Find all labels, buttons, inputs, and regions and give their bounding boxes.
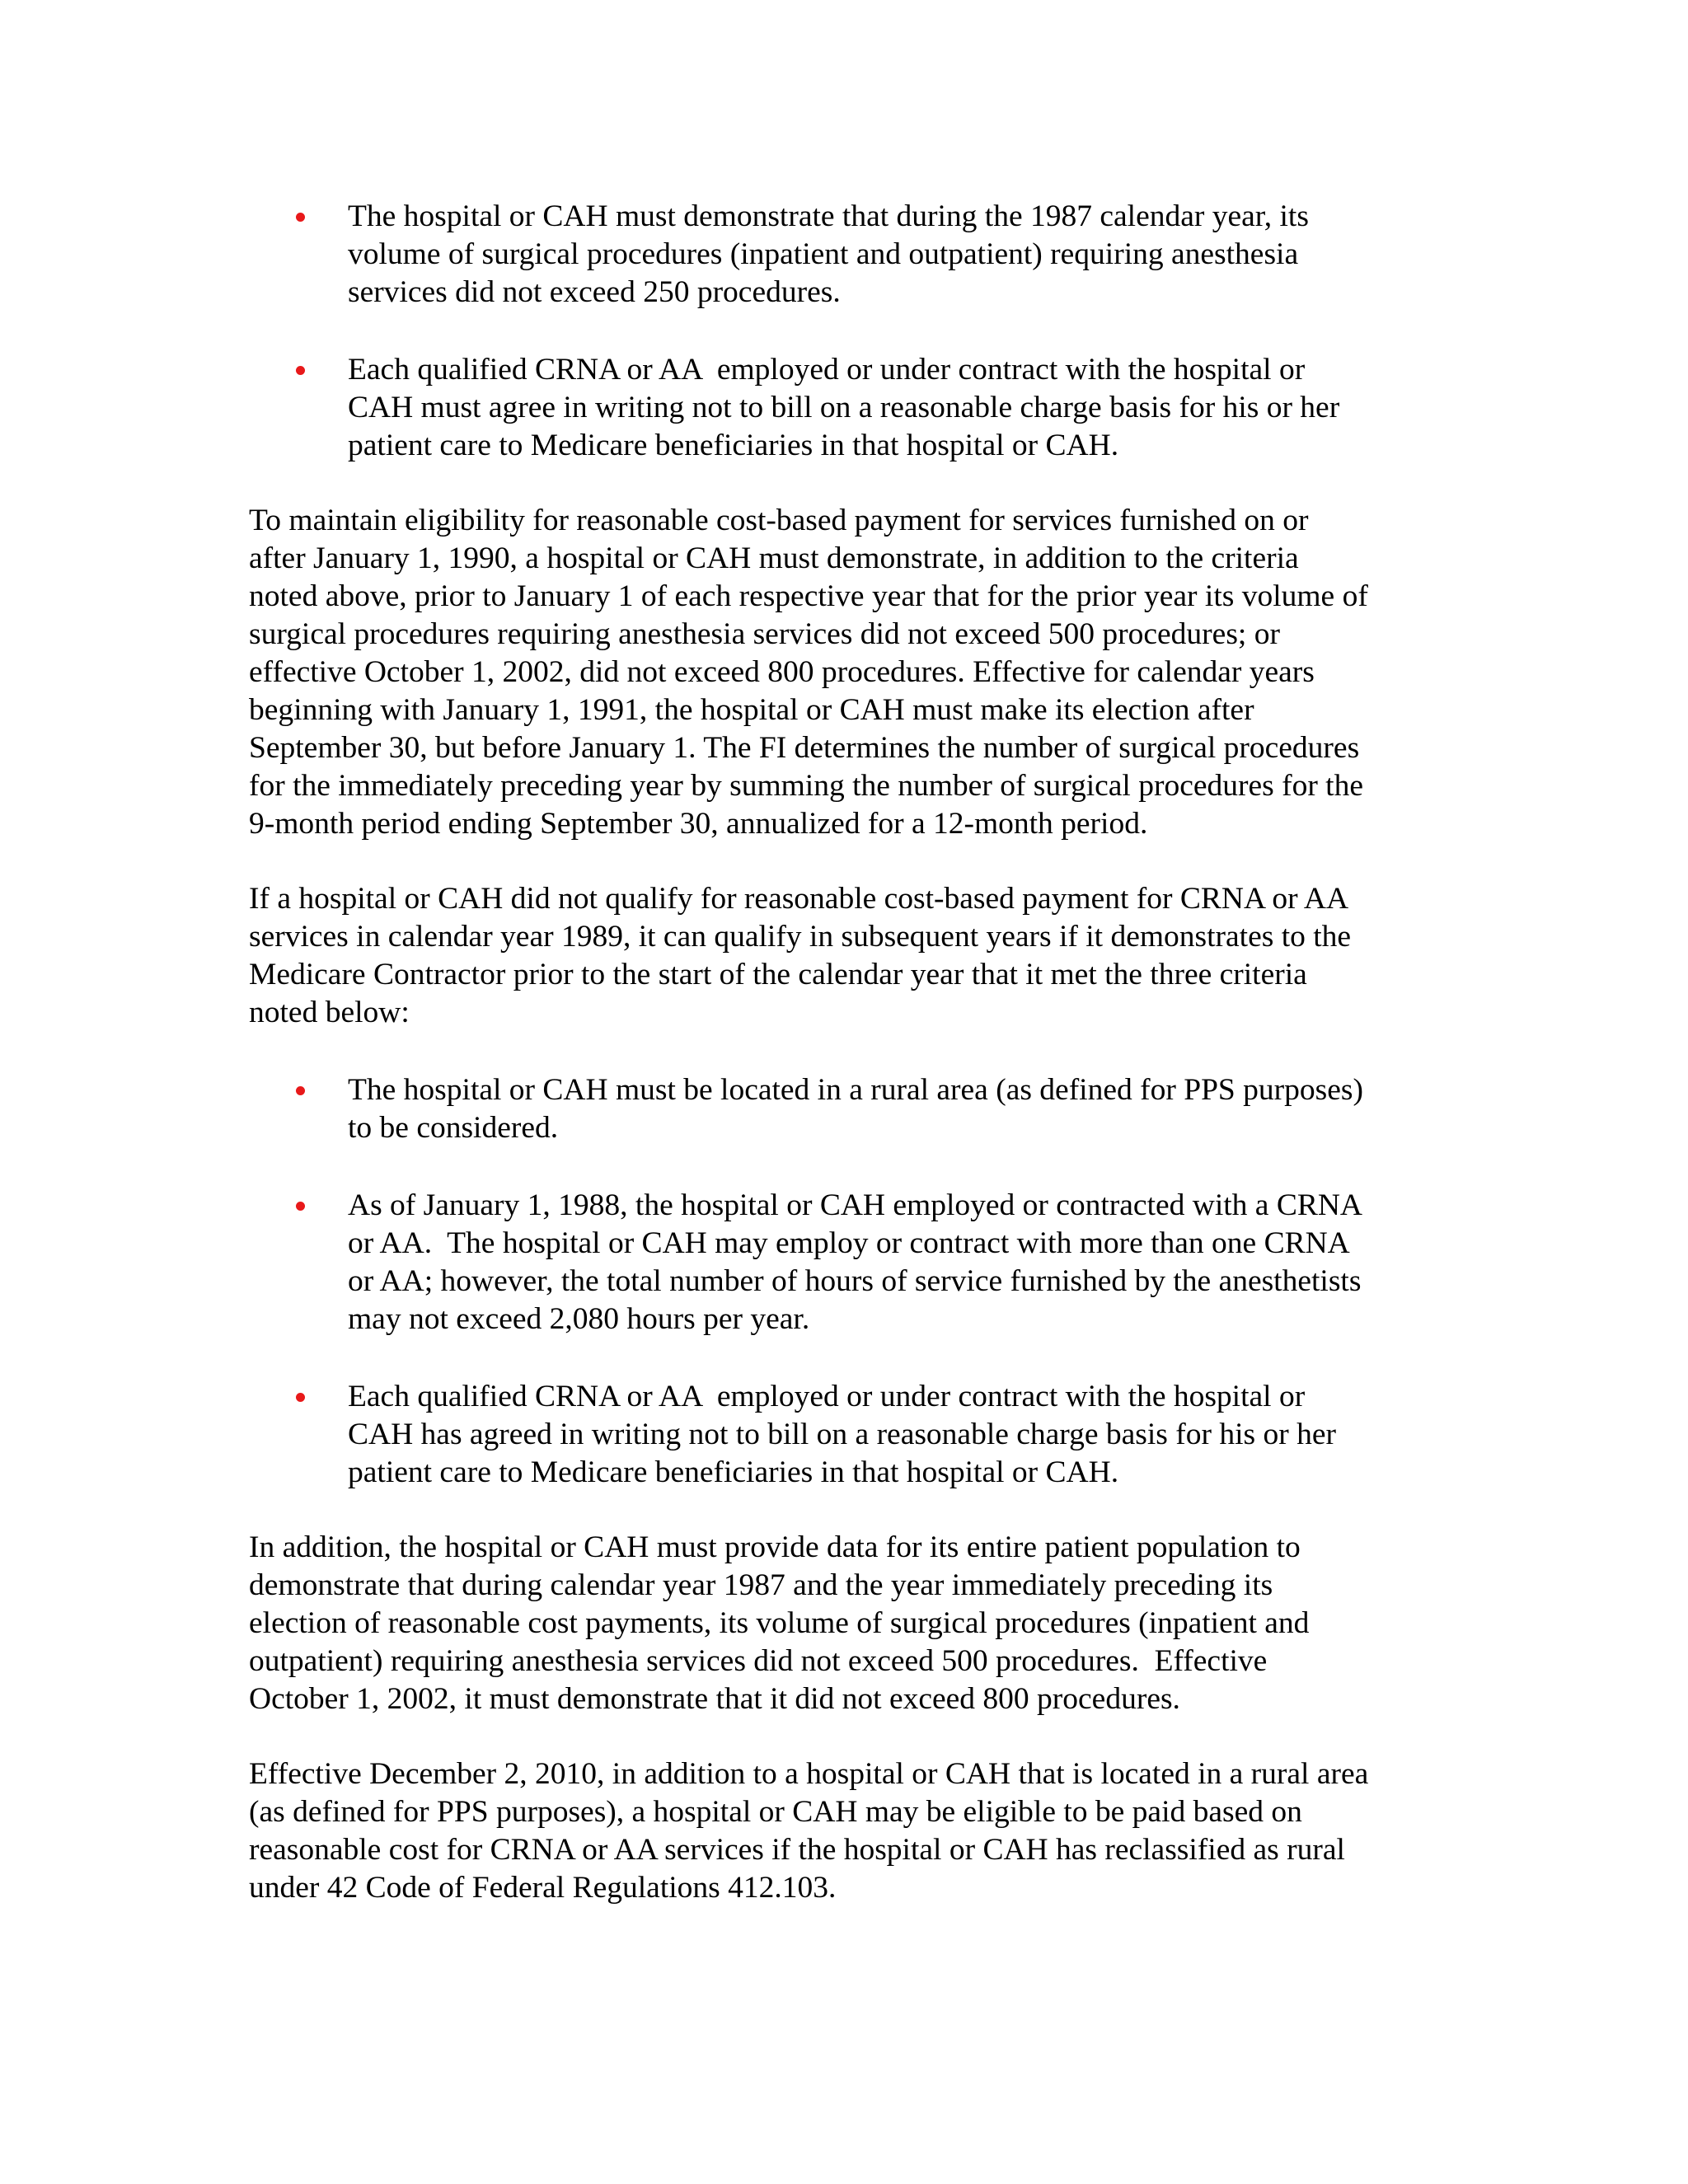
paragraph-rural-reclassification (249, 1755, 1461, 1907)
text-line: or AA; however, the total number of hours of service furnished by the anesthetists (348, 1264, 1362, 1298)
paragraph-subsequent-years (249, 880, 1461, 1032)
bullet-icon (296, 1086, 305, 1095)
text-line: CAH has agreed in writing not to bill on a reasonable charge basis for his or her (348, 1418, 1336, 1451)
text-line: election of reasonable cost payments, its volume of surgical procedures (inpatient and (249, 1606, 1310, 1640)
text-line: outpatient) requiring anesthesia services did not exceed 500 procedures. Effective (249, 1644, 1268, 1678)
text-line: after January 1, 1990, a hospital or CAH must demonstrate, in addition to the criteria (249, 541, 1299, 575)
text-line: noted above, prior to January 1 of each respective year that for the prior year its volume of (249, 579, 1368, 613)
text-line: to be considered. (348, 1111, 559, 1145)
text-line: patient care to Medicare beneficiaries in that hospital or CAH. (348, 429, 1119, 462)
text-line: or AA. The hospital or CAH may employ or contract with more than one CRNA (348, 1226, 1350, 1260)
text-line: demonstrate that during calendar year 1987 and the year immediately preceding its (249, 1568, 1273, 1602)
text-line: beginning with January 1, 1991, the hospital or CAH must make its election after (249, 693, 1254, 727)
document-body (249, 198, 1461, 1907)
text-line: may not exceed 2,080 hours per year. (348, 1302, 810, 1336)
text-line: Each qualified CRNA or AA employed or under contract with the hospital or (348, 1380, 1306, 1413)
text-line: for the immediately preceding year by summing the number of surgical procedures for the (249, 769, 1363, 803)
paragraph-eligibility (249, 502, 1461, 843)
text-line: services in calendar year 1989, it can qualify in subsequent years if it demonstrates to the (249, 920, 1352, 954)
text-line: In addition, the hospital or CAH must provide data for its entire patient population to (249, 1530, 1301, 1564)
list-item (249, 198, 1461, 312)
text-line: October 1, 2002, it must demonstrate that it did not exceed 800 procedures. (249, 1682, 1180, 1716)
paragraph-patient-population (249, 1529, 1461, 1718)
text-line: 9-month period ending September 30, annualized for a 12-month period. (249, 807, 1148, 841)
criteria-list-subsequent (249, 1071, 1461, 1492)
text-line: To maintain eligibility for reasonable cost-based payment for services furnished on or (249, 504, 1309, 537)
text-line: September 30, but before January 1. The FI determines the number of surgical procedures (249, 731, 1360, 765)
text-line: The hospital or CAH must demonstrate that during the 1987 calendar year, its (348, 199, 1309, 233)
text-line: As of January 1, 1988, the hospital or CAH employed or contracted with a CRNA (348, 1188, 1363, 1222)
bullet-icon (296, 1393, 305, 1402)
bullet-icon (296, 366, 305, 375)
text-line: Each qualified CRNA or AA employed or under contract with the hospital or (348, 353, 1306, 387)
text-line: surgical procedures requiring anesthesia services did not exceed 500 procedures; or (249, 617, 1280, 651)
text-line: Medicare Contractor prior to the start of the calendar year that it met the three criteria (249, 958, 1307, 991)
text-line: effective October 1, 2002, did not exceed 800 procedures. Effective for calendar years (249, 655, 1315, 689)
text-line: If a hospital or CAH did not qualify for reasonable cost-based payment for CRNA or AA (249, 882, 1349, 916)
text-line: services did not exceed 250 procedures. (348, 275, 841, 309)
text-line: CAH must agree in writing not to bill on a reasonable charge basis for his or her (348, 391, 1340, 424)
bullet-icon (296, 1202, 305, 1211)
list-item (249, 1378, 1461, 1492)
text-line: Effective December 2, 2010, in addition to a hospital or CAH that is located in a rural area (249, 1757, 1369, 1791)
list-item (249, 351, 1461, 465)
text-line: patient care to Medicare beneficiaries in that hospital or CAH. (348, 1455, 1119, 1489)
text-line: under 42 Code of Federal Regulations 412.103. (249, 1871, 837, 1905)
text-line: (as defined for PPS purposes), a hospital or CAH may be eligible to be paid based on (249, 1795, 1302, 1829)
text-line: The hospital or CAH must be located in a rural area (as defined for PPS purposes) (348, 1073, 1363, 1107)
bullet-icon (296, 213, 305, 222)
text-line: volume of surgical procedures (inpatient and outpatient) requiring anesthesia (348, 237, 1299, 271)
text-line: noted below: (249, 996, 410, 1029)
list-item (249, 1071, 1461, 1147)
criteria-list-initial (249, 198, 1461, 465)
list-item (249, 1187, 1461, 1338)
text-line: reasonable cost for CRNA or AA services if the hospital or CAH has reclassified as rural (249, 1833, 1345, 1867)
